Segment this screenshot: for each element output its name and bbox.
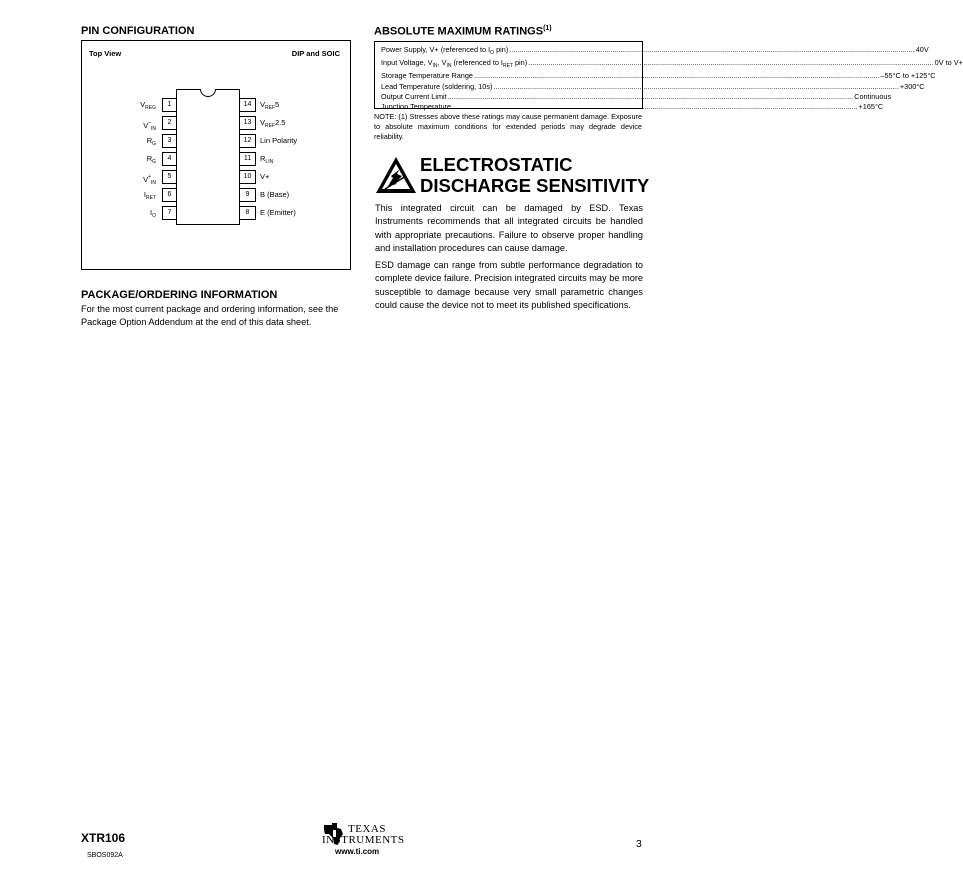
ratings-table	[374, 41, 963, 112]
pin-number: 7	[162, 206, 176, 220]
pin-label: $I_{RET}$	[143, 190, 156, 201]
top-view-label: Top View	[89, 49, 122, 58]
pin-right-14	[82, 98, 352, 112]
pin-label: $V^+_{IN}$	[143, 174, 156, 186]
pin-right-10	[82, 170, 352, 184]
pin-number: 12	[240, 134, 256, 148]
pin-label: $V_{REF}2.5$	[260, 118, 286, 129]
pin-number: 6	[162, 188, 176, 202]
pin1-notch	[200, 89, 216, 97]
pin-label: $V_{REF}5$	[260, 100, 280, 111]
package-info-title: PACKAGE/ORDERING INFORMATION	[81, 289, 278, 301]
pin-label: V+	[260, 172, 270, 181]
pin-label: Lin Polarity	[260, 136, 298, 145]
esd-paragraph-1: This integrated circuit can be damaged by ESD. Texas Instruments recommends that all integrated circuits be handled with appropriate precautions. Failure to observe proper handling and installation procedures can cause damage.	[375, 203, 643, 253]
pin-number: 10	[240, 170, 256, 184]
pin-number: 3	[162, 134, 176, 148]
pin-label: $R_G$	[146, 154, 156, 165]
pin-label: $V^-_{IN}$	[143, 120, 156, 132]
pin-number: 5	[162, 170, 176, 184]
pin-number: 9	[240, 188, 256, 202]
pin-label: $I_O$	[150, 208, 156, 219]
page-number: 3	[636, 838, 642, 850]
pin-right-11	[82, 152, 352, 166]
rating-row: Power Supply, V+ (referenced to $I_O$ pin) ........................................................................................................................................................................................................ 40V	[381, 45, 929, 56]
pin-config-title: PIN CONFIGURATION	[81, 25, 195, 37]
esd-heading: ELECTROSTATIC DISCHARGE SENSITIVITY	[420, 154, 650, 196]
ratings-title: ABSOLUTE MAXIMUM RATINGS$^{(1)}$	[374, 25, 552, 38]
rating-row: Junction Temperature ........................................................................................................................................................................................................ +165°C	[381, 102, 884, 112]
pin-number: 11	[240, 152, 256, 166]
rating-row: Input Voltage, $V_{IN}$, $V_{IN}$ (referenced to $I_{RET}$ pin) ........................................................................................................................................................................................................ 0V to V+	[381, 58, 963, 70]
pin-configuration-diagram	[81, 40, 351, 270]
package-info-text: For the most current package and ordering information, see the Package Option Addendum at the end of this data sheet.	[81, 304, 339, 328]
rating-row: Storage Temperature Range ........................................................................................................................................................................................................ –55°C to +125°C	[381, 71, 936, 81]
pin-label: E (Emitter)	[260, 208, 296, 217]
pin-label: $R_G$	[146, 136, 156, 147]
rating-row: Output Current Limit ........................................................................................................................................................................................................ Continuous	[381, 91, 892, 101]
pin-label: B (Base)	[260, 190, 290, 199]
pin-number: 13	[240, 116, 256, 130]
footer-doc-number: SBOS092A	[87, 852, 123, 859]
pin-right-12	[82, 134, 352, 148]
footer-part-number: XTR106	[81, 831, 126, 845]
pin-number: 14	[240, 98, 256, 112]
pin-label: $V_{REG}$	[140, 100, 156, 111]
pin-right-13	[82, 116, 352, 130]
ti-logo-texas: TEXAS	[348, 823, 386, 835]
pin-right-8	[82, 206, 352, 220]
pin-number: 1	[162, 98, 176, 112]
pin-right-9	[82, 188, 352, 202]
footer-url[interactable]: www.ti.com	[335, 847, 380, 856]
pin-label: $R_{LIN}$	[260, 154, 274, 165]
esd-paragraph-2: ESD damage can range from subtle performance degradation to complete device failure. Precision integrated circuits may be more susceptible to damage because very small parametric changes could cause the device not to meet its published specifications.	[375, 260, 643, 310]
ti-logo-instruments: INSTRUMENTS	[322, 834, 405, 846]
esd-warning-icon	[375, 156, 417, 194]
pin-number: 4	[162, 152, 176, 166]
pin-number: 8	[240, 206, 256, 220]
pin-number: 2	[162, 116, 176, 130]
rating-row: Lead Temperature (soldering, 10s) ........................................................................................................................................................................................................ +300°C	[381, 81, 925, 91]
ratings-note: NOTE: (1) Stresses above these ratings may cause permanent damage. Exposure to absolute maximum conditions for extended periods may degrade device reliability.	[374, 112, 642, 141]
package-label: DIP and SOIC	[291, 49, 340, 58]
